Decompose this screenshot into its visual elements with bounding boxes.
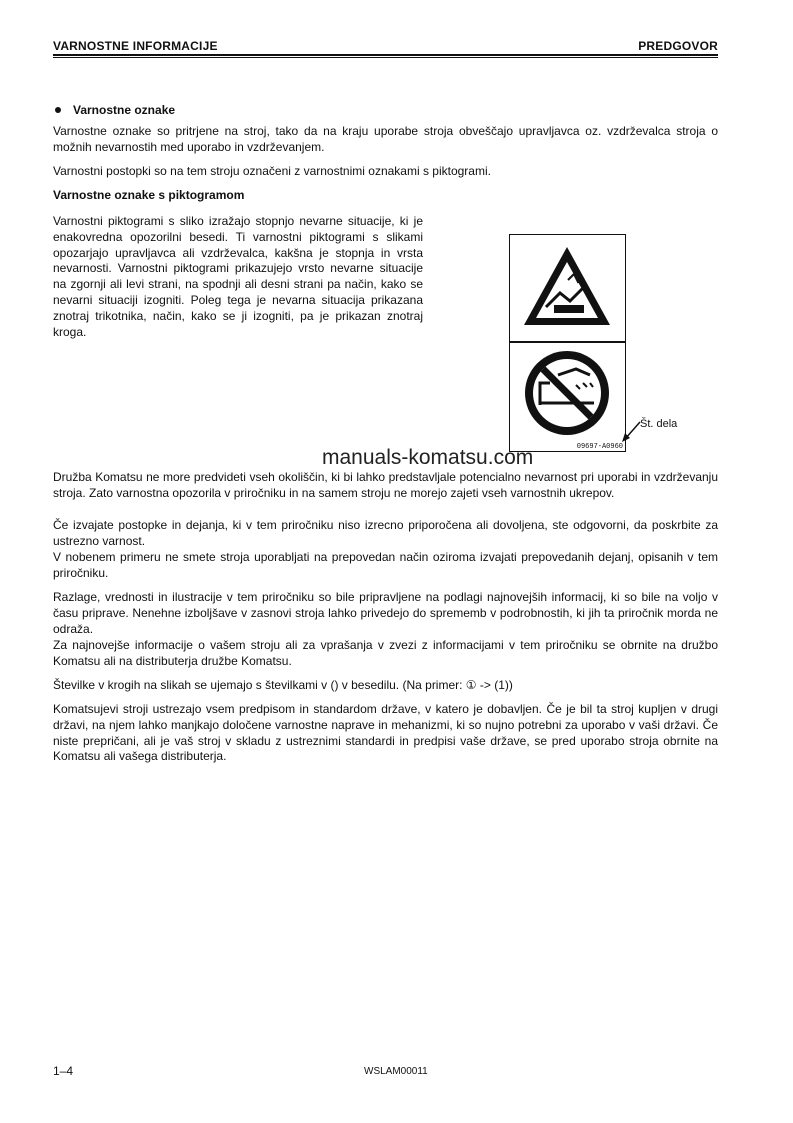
pointer-arrow-icon: [620, 420, 642, 444]
bullet-icon: [55, 107, 61, 113]
watermark: manuals-komatsu.com: [322, 446, 534, 469]
subheading-pictograms: Varnostne oznake s piktogramom: [53, 188, 245, 202]
figure-code: 09697-A0960: [576, 443, 623, 451]
paragraph-pictograms: Varnostni piktogrami s sliko izražajo stopnjo nevarne situacije, ki je enakovredna opozorilni besedi. Ti varnostni piktogrami s slikami opozarjajo upravljavca ali vzdrževalca, kakšna je stopnja in vrsta nevarnosti. Varnostni piktogrami prikazujejo vrsto nevarne situacije na zgornji ali levi strani, na spodnji ali desni strani pa način, kako se nevarni situaciji izogniti. Poleg tega je nevarna situacija prikazana znotraj trikotnika, način, kako se ji izogniti, pa je prikazan znotraj kroga.: [53, 214, 423, 339]
paragraph-intro: Varnostne oznake so pritrjene na stroj, tako da na kraju uporabe stroja obveščajo upravljavca oz. vzdrževalca stroja o možnih nevarnostih med uporabo in vzdrževanjem.: [53, 124, 718, 154]
page-header: [53, 39, 718, 53]
bullet-title: Varnostne oznake: [73, 103, 176, 117]
page-number: 1–4: [53, 1064, 74, 1078]
header-rule-thin: [53, 57, 718, 58]
safety-label-figure: [509, 234, 626, 452]
paragraph-numbers: Številke v krogih na slikah se ujemajo s številkami v () v besedilu. (Na primer: ① -> (1)): [53, 678, 513, 692]
paragraph-latest-info: Za najnovejše informacije o vašem stroju ali za vprašanja v zvezi z informacijami v tem priročniku se obrnite na družbo Komatsu ali na distributerja družbe Komatsu.: [53, 638, 718, 668]
paragraph-explanations: Razlage, vrednosti in ilustracije v tem priročniku so bile pripravljene na podlagi najnovejših informacij, ki so bile na voljo v času priprave. Nenehne izboljšave v zasnovi stroja lahko privedejo do sprememb v podrobnostih, ki jih ta priročnik morda ne odraža.: [53, 590, 718, 636]
paragraph-prohibited: V nobenem primeru ne smete stroja uporabljati na prepovedan način oziroma izvajati prepovedanih dejanj, opisanih v tem priročniku.: [53, 550, 718, 580]
header-section-title: VARNOSTNE INFORMACIJE: [53, 39, 218, 53]
paragraph-responsibility: Če izvajate postopke in dejanja, ki v tem priročniku niso izrecno priporočena ali dovoljena, ste odgovorni, da poskrbite za ustrezno varnost.: [53, 518, 718, 548]
header-chapter-title: PREDGOVOR: [638, 39, 718, 53]
paragraph-komatsu-scope: Družba Komatsu ne more predvideti vseh okoliščin, ki bi lahko predstavljale potencialno nevarnost pri uporabi in vzdrževanju stroja. Zato varnostna opozorila v priročniku in na samem stroju ne morejo zajeti vseh varnostnih ukrepov.: [53, 470, 718, 500]
paragraph-standards: Komatsujevi stroji ustrezajo vsem predpisom in standardom države, v katero je dobavljen. Če je bil ta stroj kupljen v drugi državi, na njem lahko manjkajo določene varnostne naprave in mehanizmi, ki so nujno potrebni za uporabo v vaši državi. Če niste prepričani, ali je vaš stroj v skladu z ustreznimi standardi in predpisi vaše države, se pred uporabo stroja obrnite na Komatsu ali vašega distributerja.: [53, 702, 718, 764]
bullet-heading: [55, 103, 175, 117]
figure-divider: [510, 341, 625, 343]
paragraph-procedures: Varnostni postopki so na tem stroju označeni z varnostnimi oznakami s piktogrami.: [53, 164, 491, 178]
document-code: WSLAM00011: [364, 1066, 428, 1077]
part-number-label: Št. dela: [640, 418, 678, 430]
header-rule: [53, 54, 718, 56]
